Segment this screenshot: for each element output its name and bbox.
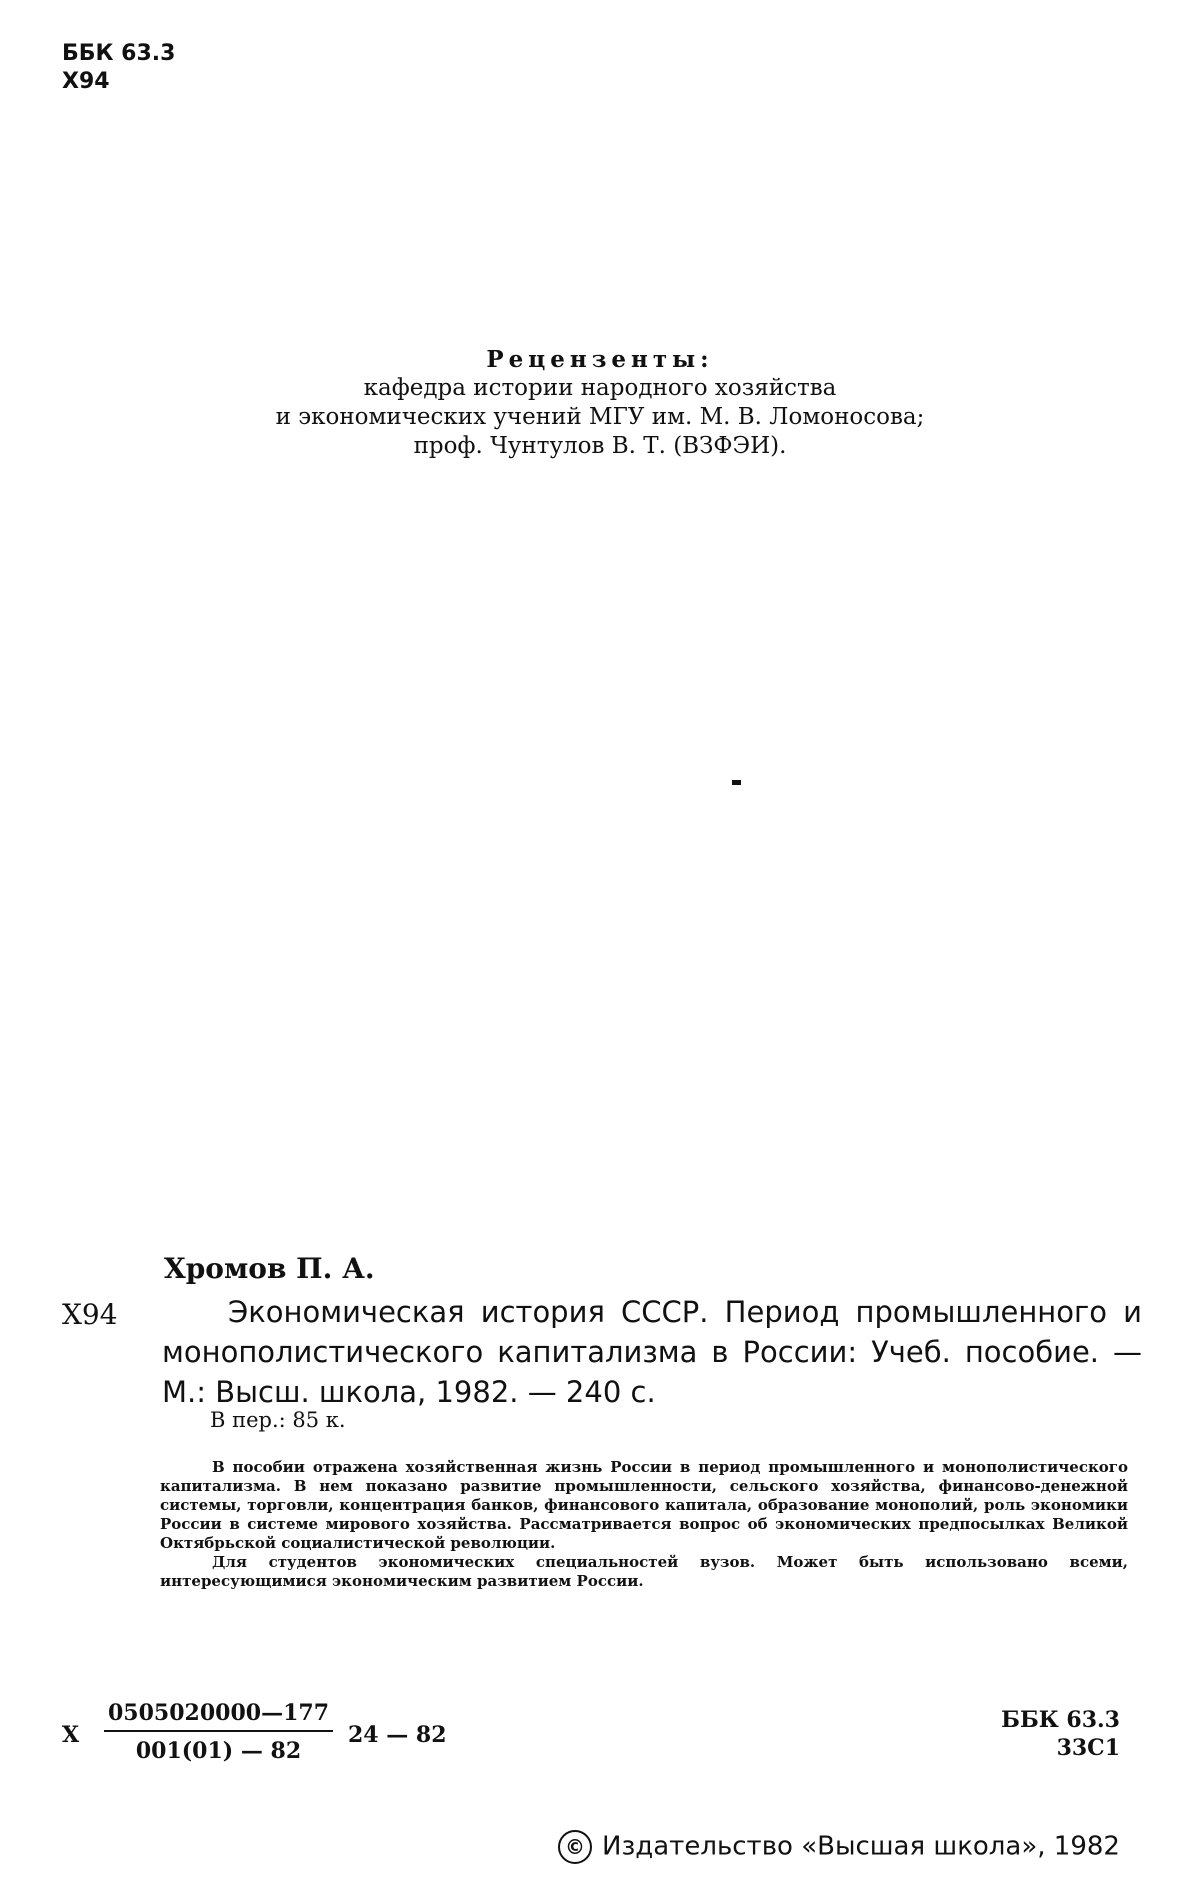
bbk-footer-code: ББК 63.3 <box>1001 1707 1120 1733</box>
bbk-header <box>62 40 175 96</box>
reviewer-line-1: кафедра истории народного хозяйства <box>363 375 837 401</box>
catalog-index: Х94 <box>62 1298 118 1331</box>
code-denominator: 001(01) — 82 <box>135 1738 302 1764</box>
abstract-paragraph-2: Для студентов экономических специальностей вузов. Может быть использовано всеми, интересующимися экономическим развитием России. <box>160 1553 1128 1590</box>
publication-code-fraction <box>104 1700 333 1764</box>
catalog-description <box>162 1292 1142 1412</box>
reviewers-title: Рецензенты: <box>486 346 714 373</box>
bbk-code: ББК 63.3 <box>62 41 176 66</box>
code-range: 24 — 82 <box>348 1722 447 1748</box>
reviewers-block <box>0 345 1200 461</box>
catalog-price: В пер.: 85 к. <box>210 1408 346 1432</box>
bbk-footer <box>980 1706 1120 1762</box>
code-numerator: 0505020000—177 <box>104 1700 333 1732</box>
catalog-title-text: Экономическая история СССР. Период промышленного и монополистического капитализма в России: Учеб. пособие. — М.: Высш. школа, 1982. — 240 с. <box>162 1295 1142 1409</box>
copyright-icon: © <box>558 1830 592 1864</box>
reviewer-line-2: и экономических учений МГУ им. М. В. Ломоносова; <box>275 404 925 430</box>
abstract-paragraph-1: В пособии отражена хозяйственная жизнь России в период промышленного и монополистического капитализма. В нем показано развитие промышленности, сельского хозяйства, финансово-денежной системы, торговли, концентрация банков, финансового капитала, образование монополий, роль экономики России в системе мирового хозяйства. Рассматривается вопрос об экономических предпосылках Великой Октябрьской социалистической революции. <box>160 1458 1128 1552</box>
abstract-block <box>160 1458 1128 1591</box>
code-prefix: Х <box>62 1722 80 1748</box>
copyright-line <box>558 1830 1120 1864</box>
bbk-footer-subject: 33С1 <box>1056 1735 1120 1761</box>
catalog-author: Хромов П. А. <box>164 1252 375 1285</box>
print-speck <box>732 780 741 785</box>
reviewer-line-3: проф. Чунтулов В. Т. (ВЗФЭИ). <box>413 433 787 459</box>
author-index-code: Х94 <box>62 69 110 94</box>
copyright-text: Издательство «Высшая школа», 1982 <box>602 1831 1120 1862</box>
